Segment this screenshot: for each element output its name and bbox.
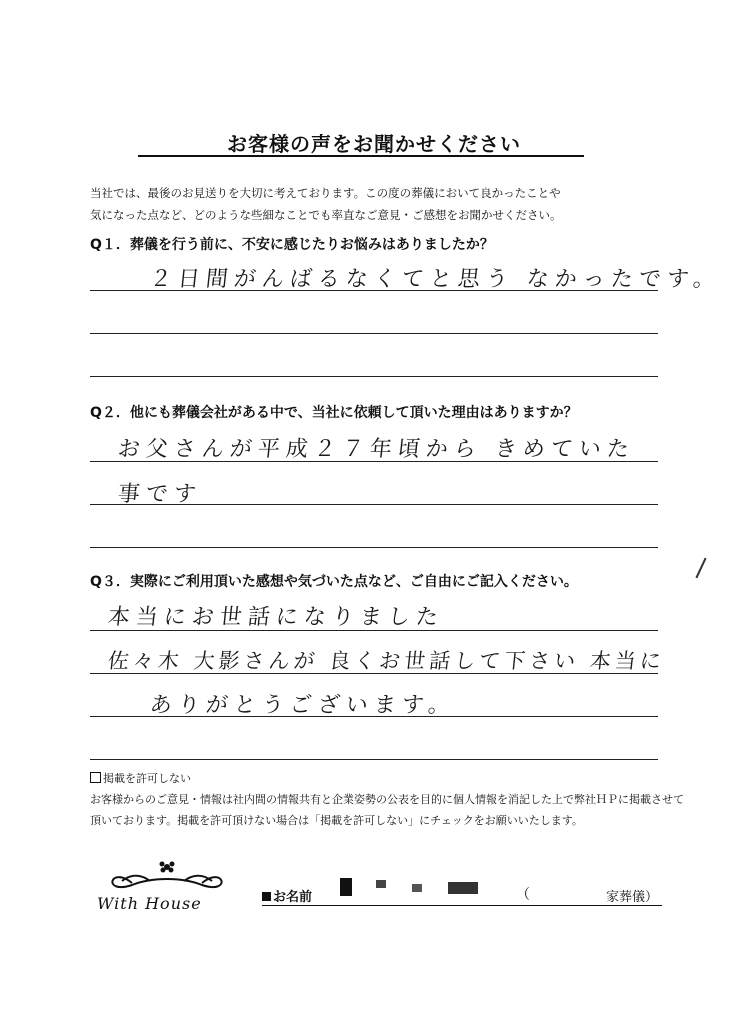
answer-rule	[90, 630, 658, 631]
form-title: お客様の声をお聞かせください	[227, 132, 521, 156]
answer-3-line-1: 本当にお世話になりました	[106, 605, 446, 630]
answer-rule	[90, 504, 658, 505]
intro-line: 気になった点など、どのような些細なことでも率直なご意見・ご感想をお聞かせください。	[90, 208, 562, 222]
answer-rule	[90, 759, 658, 760]
name-underline	[262, 905, 662, 906]
answer-rule	[90, 673, 658, 674]
publication-notice	[90, 768, 690, 831]
no-publish-label: 掲載を許可しない	[103, 772, 191, 785]
answer-rule	[90, 290, 658, 291]
intro-line: 当社では、最後のお見送りを大切に考えております。この度の葬儀において良かったことや	[90, 186, 561, 200]
answer-3-line-2: 佐々木 大影さんが 良くお世話して下さい 本当に	[106, 649, 667, 673]
name-label-text: お名前	[273, 890, 313, 905]
answer-rule	[90, 333, 658, 334]
bullet-square	[262, 892, 271, 901]
question-1: Q１．葬儀を行う前に、不安に感じたりお悩みはありましたか？	[90, 237, 494, 253]
notice-line: 頂いております。掲載を許可頂けない場合は「掲載を許可しない」にチェックをお願いいたします。	[90, 814, 583, 827]
answer-rule	[90, 716, 658, 717]
redacted-name-block	[412, 884, 422, 892]
title-underline	[138, 155, 584, 157]
answer-3-line-3: ありがとうございます。	[148, 693, 458, 718]
name-label	[262, 886, 312, 905]
question-2: Q２．他にも葬儀会社がある中で、当社に依頼して頂いた理由はありますか？	[90, 405, 578, 421]
no-publish-checkbox[interactable]	[90, 772, 101, 783]
logo-wordmark: With House	[97, 894, 202, 913]
name-paren: （	[516, 887, 530, 903]
notice-line: お客様からのご意見・情報は社内間の情報共有と企業姿勢の公表を目的に個人情報を消記した上で弊社ＨＰに掲載させて	[90, 793, 684, 806]
answer-rule	[90, 376, 658, 377]
answer-2-line-1: お父さんが平成２７年頃から きめていた	[116, 437, 637, 462]
redacted-name-block	[376, 880, 386, 888]
redacted-name-block	[448, 882, 478, 894]
question-3: Q３．実際にご利用頂いた感想や気づいた点など、ご自由にご記入ください。	[90, 574, 578, 590]
answer-1-line-1: ２日間がんばるなくてと思う なかったです。	[148, 267, 723, 292]
answer-2-line-2: 事です	[116, 482, 204, 507]
answer-rule	[90, 461, 658, 462]
pen-mark	[695, 558, 706, 579]
family-suffix: 家葬儀）	[606, 890, 659, 905]
intro-text	[90, 182, 670, 226]
no-publish-option[interactable]	[90, 768, 690, 789]
answer-rule	[90, 547, 658, 548]
redacted-name-block	[340, 878, 352, 896]
